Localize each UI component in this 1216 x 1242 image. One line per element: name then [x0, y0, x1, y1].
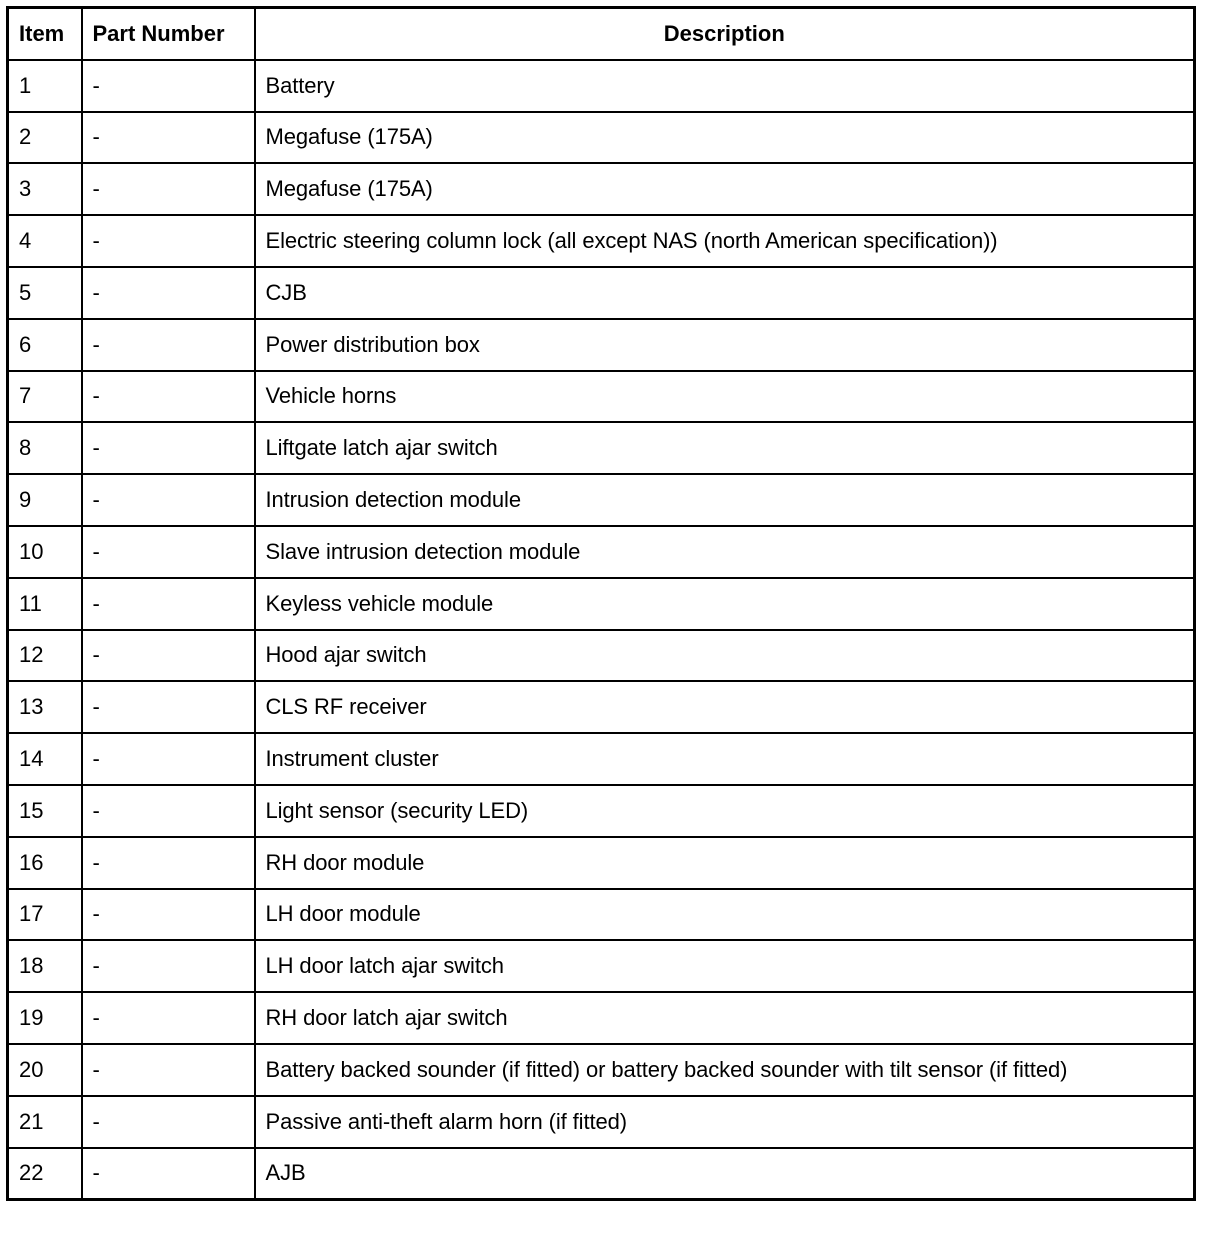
- table-row: [8, 319, 1195, 371]
- cell-item: 20: [8, 1044, 82, 1096]
- cell-description: Electric steering column lock (all except NAS (north American specification)): [255, 215, 1195, 267]
- table-row: [8, 1096, 1195, 1148]
- cell-description: CLS RF receiver: [255, 681, 1195, 733]
- cell-description: Slave intrusion detection module: [255, 526, 1195, 578]
- table-row: [8, 1148, 1195, 1200]
- cell-part-number: -: [82, 889, 255, 941]
- cell-description: LH door latch ajar switch: [255, 940, 1195, 992]
- cell-description: CJB: [255, 267, 1195, 319]
- cell-description: Keyless vehicle module: [255, 578, 1195, 630]
- cell-description: Light sensor (security LED): [255, 785, 1195, 837]
- cell-part-number: -: [82, 474, 255, 526]
- cell-item: 1: [8, 60, 82, 112]
- table-row: [8, 112, 1195, 164]
- cell-part-number: -: [82, 267, 255, 319]
- cell-part-number: -: [82, 733, 255, 785]
- cell-part-number: -: [82, 940, 255, 992]
- cell-part-number: -: [82, 992, 255, 1044]
- cell-item: 17: [8, 889, 82, 941]
- table-row: [8, 267, 1195, 319]
- table-row: [8, 526, 1195, 578]
- cell-item: 19: [8, 992, 82, 1044]
- cell-item: 11: [8, 578, 82, 630]
- cell-item: 4: [8, 215, 82, 267]
- cell-part-number: -: [82, 1044, 255, 1096]
- cell-item: 12: [8, 630, 82, 682]
- cell-item: 16: [8, 837, 82, 889]
- cell-description: Hood ajar switch: [255, 630, 1195, 682]
- cell-item: 18: [8, 940, 82, 992]
- cell-item: 3: [8, 163, 82, 215]
- table-header-row: [8, 8, 1195, 60]
- cell-item: 7: [8, 371, 82, 423]
- cell-description: LH door module: [255, 889, 1195, 941]
- cell-item: 8: [8, 422, 82, 474]
- cell-description: Vehicle horns: [255, 371, 1195, 423]
- parts-table: [6, 6, 1196, 1201]
- cell-description: RH door latch ajar switch: [255, 992, 1195, 1044]
- cell-part-number: -: [82, 60, 255, 112]
- table-row: [8, 785, 1195, 837]
- cell-part-number: -: [82, 578, 255, 630]
- cell-description: Battery backed sounder (if fitted) or battery backed sounder with tilt sensor (if fitted): [255, 1044, 1195, 1096]
- cell-part-number: -: [82, 112, 255, 164]
- cell-part-number: -: [82, 422, 255, 474]
- table-row: [8, 889, 1195, 941]
- cell-part-number: -: [82, 681, 255, 733]
- table-row: [8, 681, 1195, 733]
- cell-description: Passive anti-theft alarm horn (if fitted): [255, 1096, 1195, 1148]
- cell-description: Intrusion detection module: [255, 474, 1195, 526]
- cell-item: 14: [8, 733, 82, 785]
- table-row: [8, 837, 1195, 889]
- cell-part-number: -: [82, 1096, 255, 1148]
- cell-part-number: -: [82, 837, 255, 889]
- cell-part-number: -: [82, 526, 255, 578]
- cell-item: 13: [8, 681, 82, 733]
- cell-description: AJB: [255, 1148, 1195, 1200]
- cell-item: 2: [8, 112, 82, 164]
- cell-part-number: -: [82, 785, 255, 837]
- table-row: [8, 630, 1195, 682]
- cell-part-number: -: [82, 371, 255, 423]
- cell-part-number: -: [82, 215, 255, 267]
- table-row: [8, 163, 1195, 215]
- cell-description: Battery: [255, 60, 1195, 112]
- cell-part-number: -: [82, 319, 255, 371]
- cell-part-number: -: [82, 163, 255, 215]
- cell-item: 21: [8, 1096, 82, 1148]
- table-row: [8, 60, 1195, 112]
- cell-item: 9: [8, 474, 82, 526]
- table-row: [8, 733, 1195, 785]
- table-row: [8, 940, 1195, 992]
- column-header-description: Description: [255, 8, 1195, 60]
- cell-description: Power distribution box: [255, 319, 1195, 371]
- table-row: [8, 992, 1195, 1044]
- cell-description: Instrument cluster: [255, 733, 1195, 785]
- cell-description: Megafuse (175A): [255, 112, 1195, 164]
- cell-description: Megafuse (175A): [255, 163, 1195, 215]
- column-header-part-number: Part Number: [82, 8, 255, 60]
- table-row: [8, 1044, 1195, 1096]
- table-row: [8, 422, 1195, 474]
- table-body: [8, 60, 1195, 1200]
- table-row: [8, 578, 1195, 630]
- table-row: [8, 215, 1195, 267]
- cell-description: RH door module: [255, 837, 1195, 889]
- table-row: [8, 371, 1195, 423]
- cell-item: 22: [8, 1148, 82, 1200]
- cell-item: 15: [8, 785, 82, 837]
- cell-part-number: -: [82, 1148, 255, 1200]
- cell-description: Liftgate latch ajar switch: [255, 422, 1195, 474]
- column-header-item: Item: [8, 8, 82, 60]
- cell-item: 6: [8, 319, 82, 371]
- table-row: [8, 474, 1195, 526]
- cell-part-number: -: [82, 630, 255, 682]
- cell-item: 5: [8, 267, 82, 319]
- cell-item: 10: [8, 526, 82, 578]
